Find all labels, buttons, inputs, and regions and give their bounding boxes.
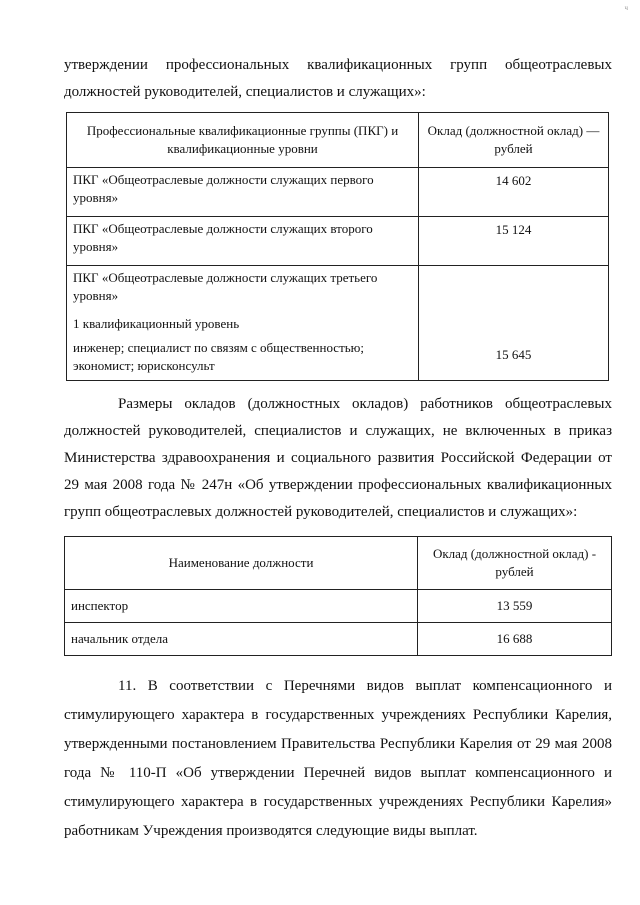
salary-cell: 14 602 bbox=[419, 168, 609, 217]
occupations-list: инженер; специалист по связям с общественностью; экономист; юрисконсульт bbox=[73, 340, 365, 373]
position-cell: инспектор bbox=[65, 590, 418, 623]
salary-cell: 16 688 bbox=[418, 623, 612, 656]
table-row bbox=[67, 266, 609, 381]
pkg-salary-table bbox=[66, 112, 609, 381]
pkg-name: ПКГ «Общеотраслевые должности служащих третьего уровня» bbox=[73, 270, 378, 303]
position-cell: начальник отдела bbox=[65, 623, 418, 656]
section-11-paragraph: 11. В соответствии с Перечнями видов выплат компенсационного и стимулирующего характера в государственных учреждениях Республики Карелия, утвержденными постановлением Правительства Республики Карелия от 29 мая 2008 года № 110-П «Об утверждении Перечней видов выплат компенсационного и стимулирующего характера в государственных учреждениях Республики Карелия» работникам Учреждения производятся следующие виды выплат. bbox=[64, 678, 612, 839]
position-column-header: Наименование должности bbox=[65, 537, 418, 590]
intro-paragraph: утверждении профессиональных квалификационных групп общеотраслевых должностей руководителей, специалистов и служащих»: bbox=[64, 57, 612, 100]
table-row bbox=[67, 168, 609, 217]
section-11 bbox=[64, 672, 612, 846]
table-header-row bbox=[65, 537, 612, 590]
table-row bbox=[65, 623, 612, 656]
salary-cell: 13 559 bbox=[418, 590, 612, 623]
table-row bbox=[65, 590, 612, 623]
pkg-name-cell: ПКГ «Общеотраслевые должности служащих второго уровня» bbox=[67, 217, 419, 266]
middle-paragraph: Размеры окладов (должностных окладов) работников общеотраслевых должностей руководителей, специалистов и служащих, не включенных в приказ Министерства здравоохранения и социального развития Российской Федерации от 29 мая 2008 года № 247н «Об утверждении профессиональных квалификационных групп общеотраслевых должностей руководителей, специалистов и служащих»: bbox=[64, 396, 612, 520]
qualification-level: 1 квалификационный уровень bbox=[73, 316, 240, 331]
table-header-row bbox=[67, 113, 609, 168]
pkg-column-header: Профессиональные квалификационные группы (ПКГ) и квалификационные уровни bbox=[67, 113, 419, 168]
salary-cell: 15 645 bbox=[419, 266, 609, 381]
salary-cell: 15 124 bbox=[419, 217, 609, 266]
document-page bbox=[64, 52, 612, 846]
pkg-name-cell: ПКГ «Общеотраслевые должности служащих первого уровня» bbox=[67, 168, 419, 217]
positions-salary-table bbox=[64, 536, 612, 656]
table-row bbox=[67, 217, 609, 266]
salary-column-header: Оклад (должностной оклад) - рублей bbox=[418, 537, 612, 590]
corner-mark: ч bbox=[624, 4, 628, 12]
pkg-name-cell bbox=[67, 266, 419, 381]
salary-column-header: Оклад (должностной оклад) — рублей bbox=[419, 113, 609, 168]
